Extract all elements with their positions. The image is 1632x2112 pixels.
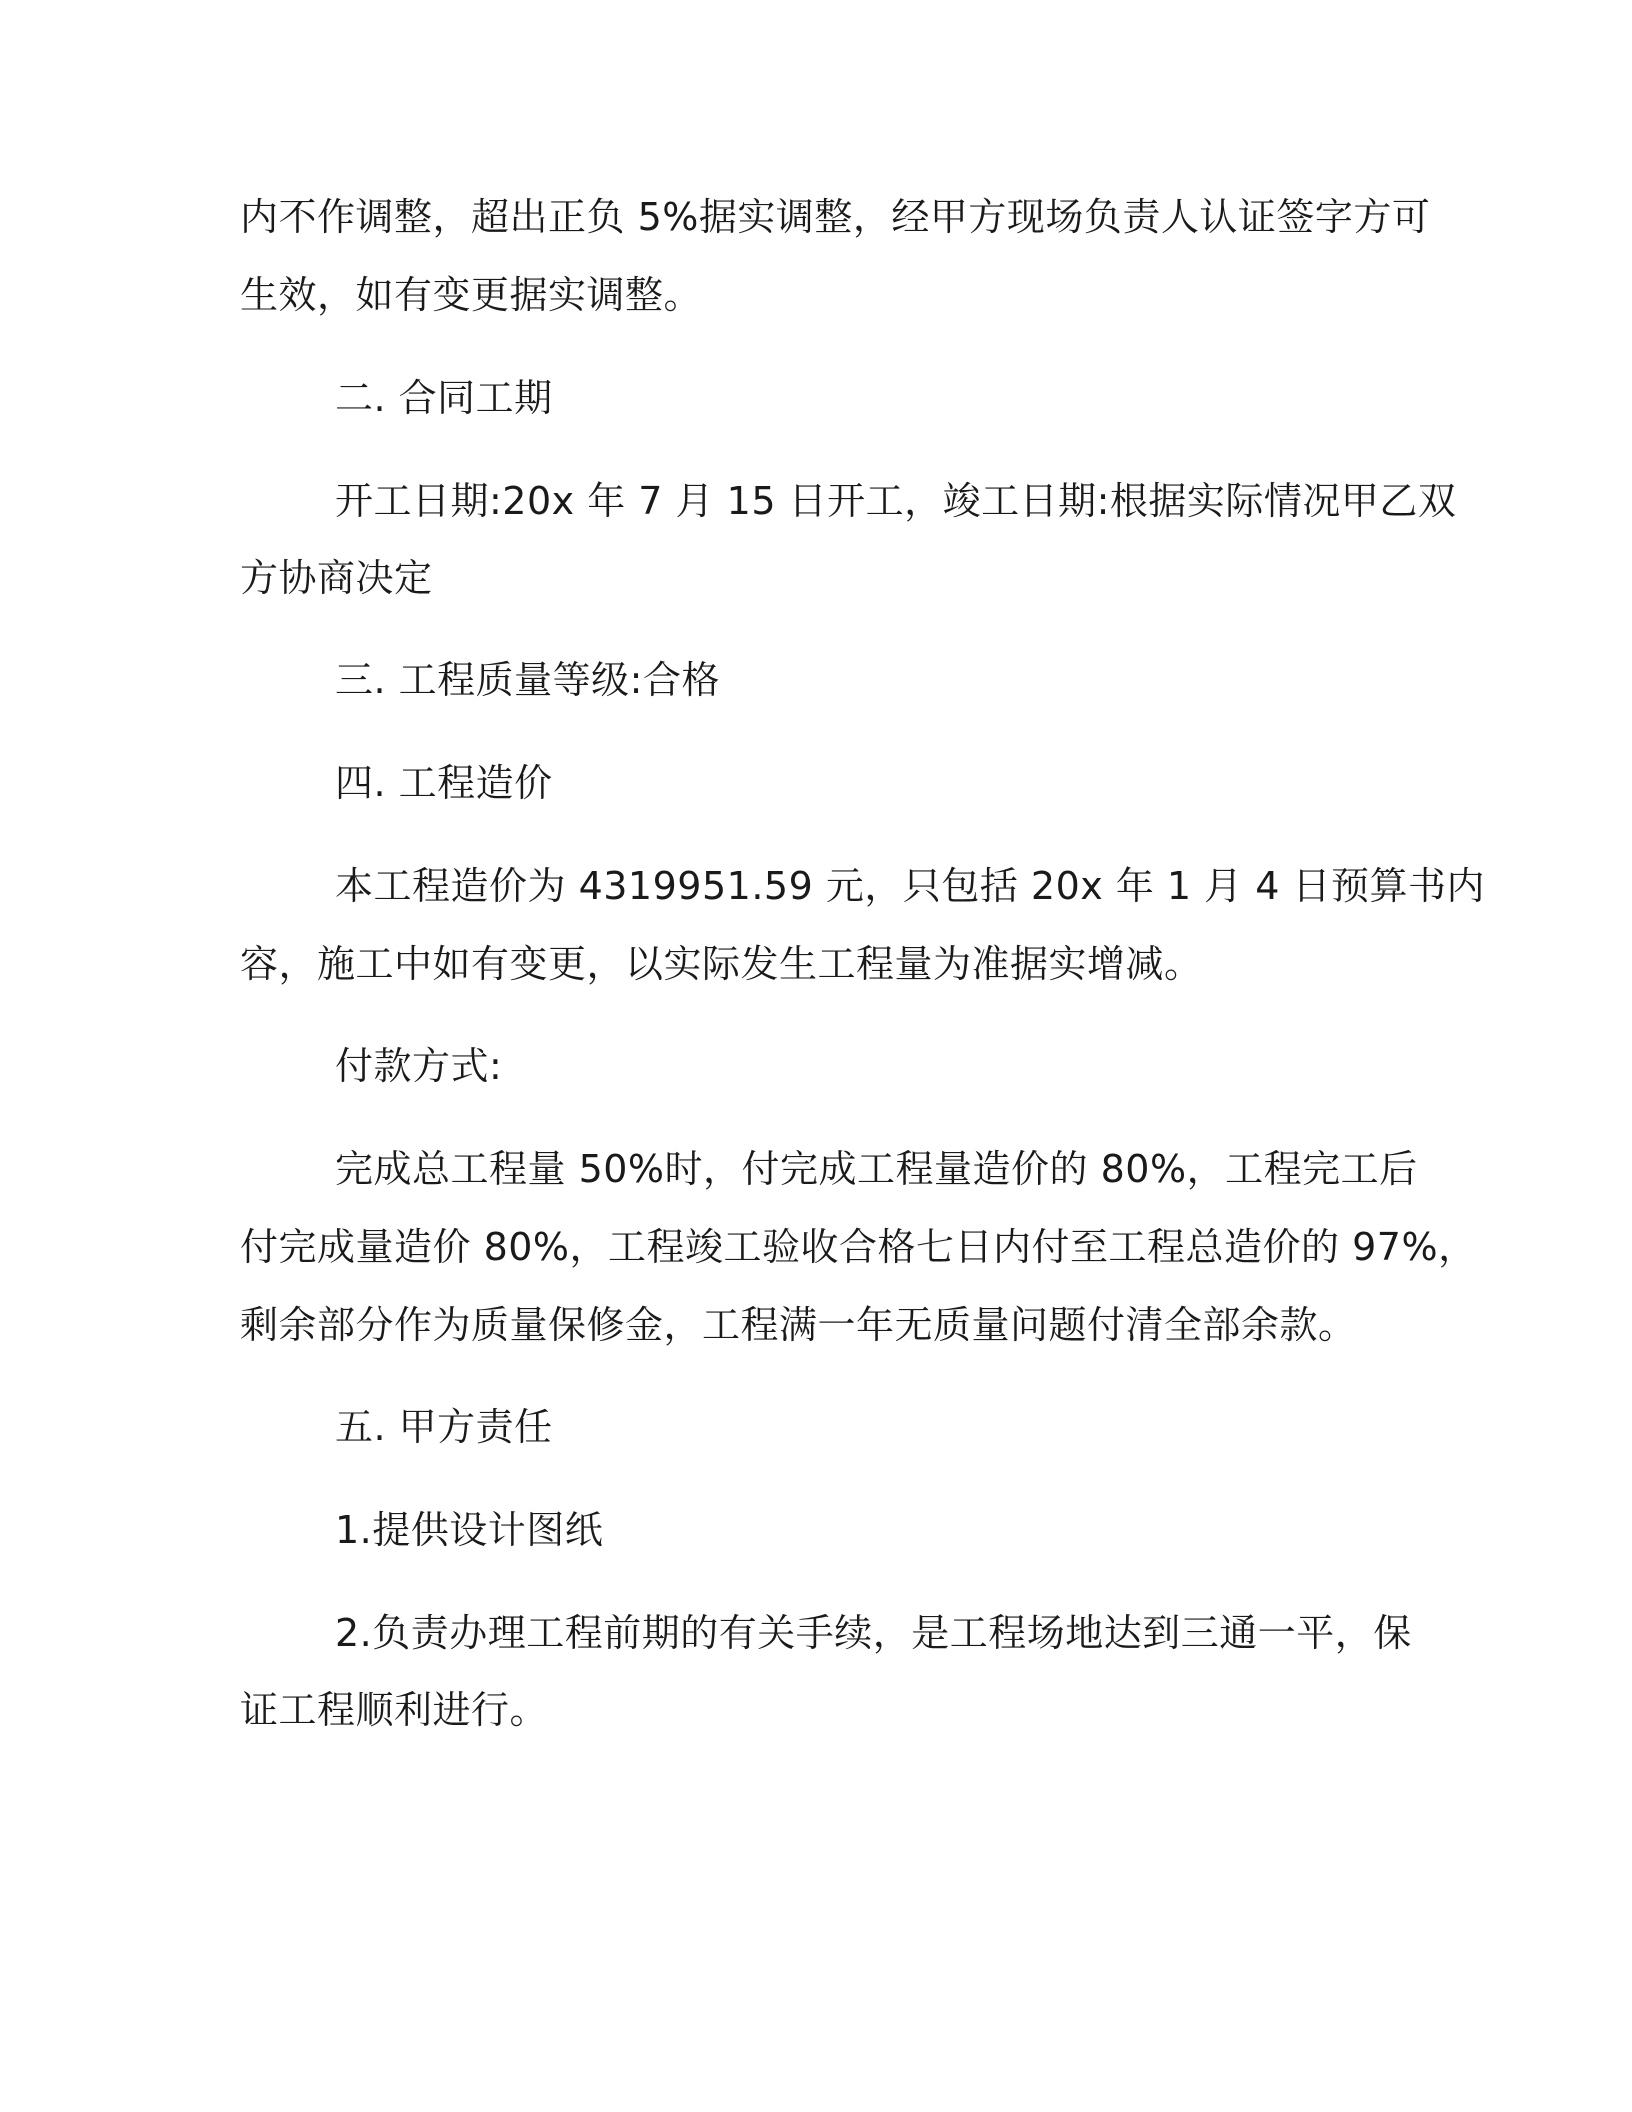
paragraph-line: 证工程顺利进行。 [240, 1688, 549, 1732]
paragraph-line: 本工程造价为 4319951.59 元，只包括 20x 年 1 月 4 日预算书内 [335, 864, 1485, 908]
list-item: 2.负责办理工程前期的有关手续，是工程场地达到三通一平，保 [335, 1611, 1412, 1655]
section-heading: 三. 工程质量等级:合格 [335, 658, 720, 702]
paragraph-line: 开工日期:20x 年 7 月 15 日开工，竣工日期:根据实际情况甲乙双 [335, 479, 1457, 523]
paragraph-line: 剩余部分作为质量保修金，工程满一年无质量问题付清全部余款。 [240, 1303, 1357, 1347]
paragraph-line: 付完成量造价 80%，工程竣工验收合格七日内付至工程总造价的 97%， [240, 1225, 1477, 1269]
list-item: 1.提供设计图纸 [335, 1508, 604, 1552]
section-heading: 四. 工程造价 [335, 761, 553, 805]
paragraph-line: 完成总工程量 50%时，付完成工程量造价的 80%，工程完工后 [335, 1147, 1418, 1191]
subheading: 付款方式: [335, 1044, 503, 1088]
paragraph-line: 内不作调整，超出正负 5%据实调整，经甲方现场负责人认证签字方可 [240, 195, 1431, 239]
paragraph-line: 容，施工中如有变更，以实际发生工程量为准据实增减。 [240, 942, 1203, 986]
section-heading: 二. 合同工期 [335, 376, 553, 420]
section-heading: 五. 甲方责任 [335, 1405, 553, 1449]
paragraph-line: 生效，如有变更据实调整。 [240, 273, 703, 317]
paragraph-line: 方协商决定 [240, 556, 433, 600]
